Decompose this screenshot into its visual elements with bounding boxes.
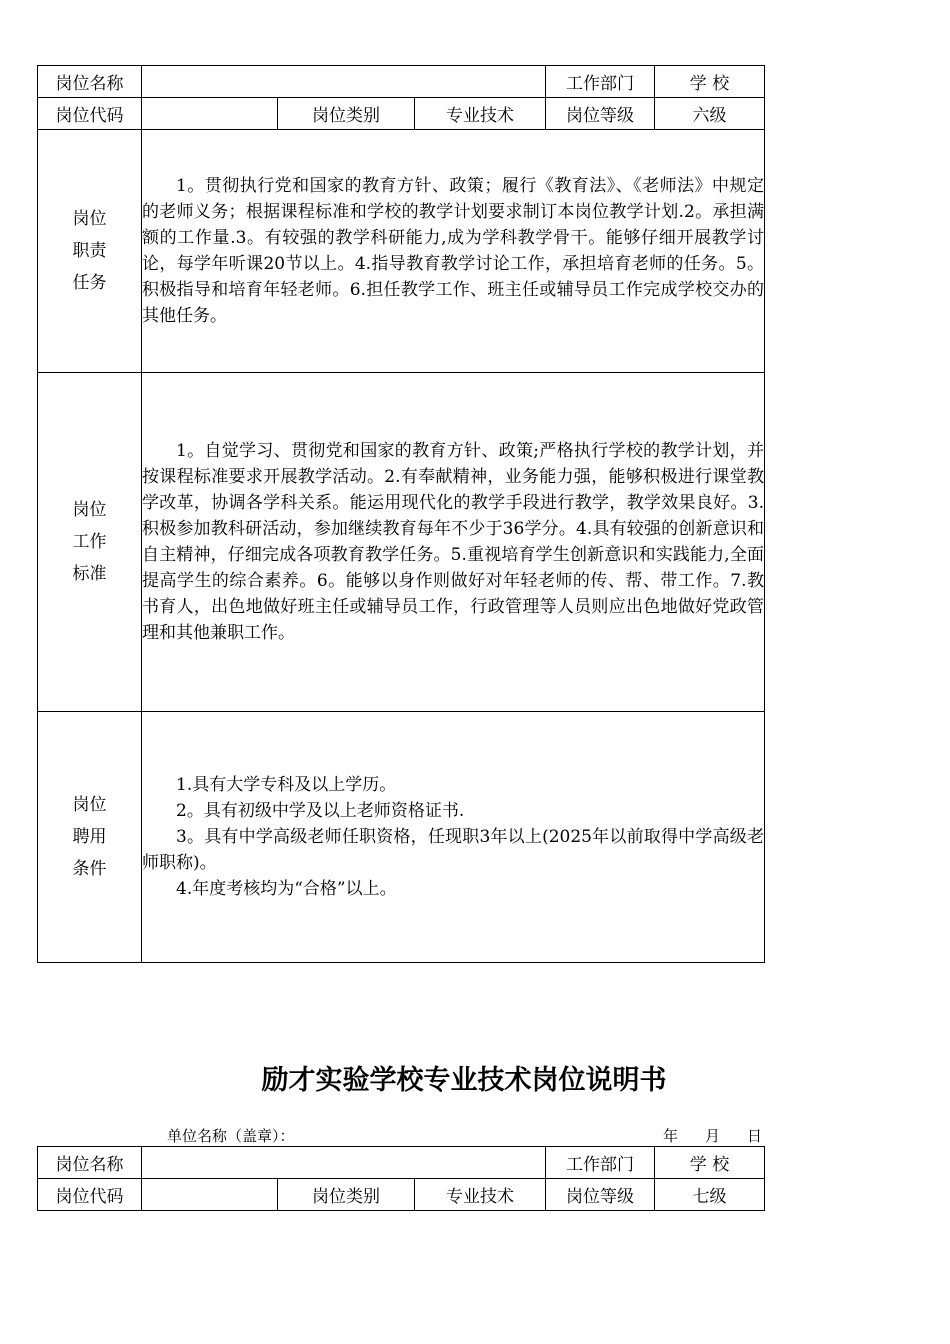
unit-name-label: 单位名称（盖章）： bbox=[167, 1127, 295, 1145]
position-name-label: 岗位名称 bbox=[38, 1147, 142, 1179]
work-standard-text: 1。自觉学习、贯彻党和国家的教育方针、政策;严格执行学校的教学计划，并按课程标准要求开展教学活动。2.有奉献精神，业务能力强，能够积极进行课堂教学改革，协调各学科关系。能运用现代化的教学手段进行教学，教学效果良好。3.积极参加教科研活动，参加继续教育每年不少于36学分。4.具有较强的创新意识和自主精神，仔细完成各项教育教学任务。5.重视培育学生创新意识和实践能力,全面提高学生的综合素养。6。能够以身作则做好对年轻老师的传、帮、带工作。7.教书育人，出色地做好班主任或辅导员工作，行政管理等人员则应出色地做好党政管理和其他兼职工作。 bbox=[142, 441, 764, 643]
work-standard-label: 岗位 工作 标准 bbox=[38, 373, 142, 712]
position-category-label: 岗位类别 bbox=[278, 98, 415, 130]
position-level-value[interactable]: 七级 bbox=[655, 1179, 765, 1211]
department-value[interactable]: 学 校 bbox=[655, 1147, 765, 1179]
position-code-value[interactable] bbox=[142, 1179, 278, 1211]
position-category-value[interactable]: 专业技术 bbox=[415, 1179, 546, 1211]
condition-item: 4.年度考核均为“合格”以上。 bbox=[176, 879, 397, 899]
position-name-label: 岗位名称 bbox=[38, 66, 142, 98]
department-value[interactable]: 学 校 bbox=[655, 66, 765, 98]
position-form-grade-7 bbox=[37, 1146, 765, 1211]
document-title: 励才实验学校专业技术岗位说明书 bbox=[261, 1065, 667, 1096]
position-category-label: 岗位类别 bbox=[278, 1179, 415, 1211]
position-form-grade-6 bbox=[37, 65, 765, 963]
position-code-value[interactable] bbox=[142, 98, 278, 130]
duties-label: 岗位 职责 任务 bbox=[38, 130, 142, 373]
position-name-value[interactable] bbox=[142, 1147, 546, 1179]
position-name-value[interactable] bbox=[142, 66, 546, 98]
day-label: 日 bbox=[747, 1127, 763, 1145]
unit-date-line bbox=[37, 1125, 765, 1145]
work-standard-text-cell bbox=[142, 373, 765, 712]
year-label: 年 bbox=[663, 1127, 679, 1145]
position-code-label: 岗位代码 bbox=[38, 98, 142, 130]
condition-item: 2。具有初级中学及以上老师资格证书. bbox=[176, 801, 465, 821]
condition-item: 1.具有大学专科及以上学历。 bbox=[176, 775, 397, 795]
position-level-label: 岗位等级 bbox=[546, 1179, 655, 1211]
duties-text-cell bbox=[142, 130, 765, 373]
position-level-label: 岗位等级 bbox=[546, 98, 655, 130]
position-code-label: 岗位代码 bbox=[38, 1179, 142, 1211]
month-label: 月 bbox=[705, 1127, 721, 1145]
duties-text: 1。贯彻执行党和国家的教育方针、政策；履行《教育法》、《老师法》中规定的老师义务；根据课程标准和学校的教学计划要求制订本岗位教学计划.2。承担满额的工作量.3。有较强的教学科研能力,成为学科教学骨干。能够仔细开展教学讨论，每学年听课20节以上。4.指导教育教学讨论工作，承担培育老师的任务。5。积极指导和培育年轻老师。6.担任教学工作、班主任或辅导员工作完成学校交办的其他任务。 bbox=[142, 176, 764, 326]
department-label: 工作部门 bbox=[546, 66, 655, 98]
position-level-value[interactable]: 六级 bbox=[655, 98, 765, 130]
department-label: 工作部门 bbox=[546, 1147, 655, 1179]
position-category-value[interactable]: 专业技术 bbox=[415, 98, 546, 130]
condition-item: 3。具有中学高级老师任职资格，任现职3年以上(2025年以前取得中学高级老师职称)。 bbox=[142, 827, 764, 873]
hiring-conditions-cell bbox=[142, 712, 765, 963]
hiring-conditions-label: 岗位 聘用 条件 bbox=[38, 712, 142, 963]
